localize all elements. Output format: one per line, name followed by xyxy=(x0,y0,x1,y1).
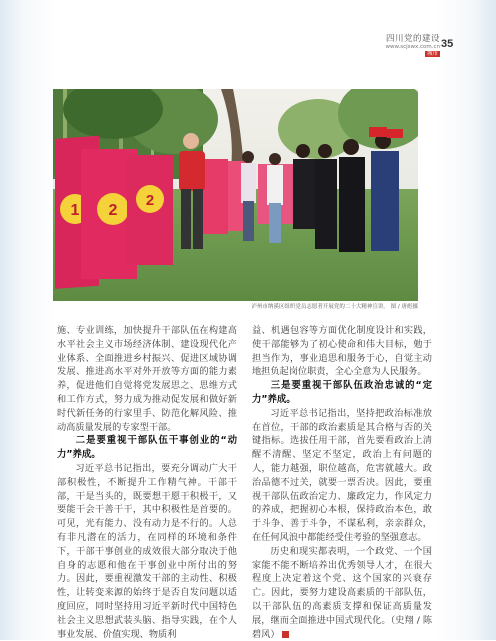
page-number: 35 xyxy=(441,38,454,50)
masthead xyxy=(380,34,440,58)
section-heading-3: 三是要重视干部队伍政治忠诚的“定力”养成。 xyxy=(252,380,432,405)
right-paragraph-3-text: 历史和现实都表明，一个政党、一个国家能不能不断培养出优秀领导人才，在很大程度上决定着这个党、这个国家的兴衰存亡。因此，要努力建设高素质的干部队伍，以干部队伍的高素质支撑和保证高质量发展，继而全面推进中国式现代化。 xyxy=(252,545,432,626)
banner-number-3: 2 xyxy=(145,192,155,209)
right-column xyxy=(252,324,432,641)
url-text: www.scjswx.com.cn xyxy=(385,44,440,50)
news-photo xyxy=(53,89,418,301)
url-tag: 城市 xyxy=(426,51,438,57)
right-paragraph-3 xyxy=(252,545,432,641)
magazine-title: 四川党的建设 xyxy=(385,34,440,44)
left-paragraph-1: 施、专业训练，加快提升干部队伍在构建高水平社会主义市场经济体制、建设现代化产业体系、全面推进乡村振兴、促进区域协调发展、推进高水平对外开放等方面的能力素养，促进他们自觉将党发展思之、思维方式和工作方式，努力成为推动促发展和做好新时代新任务的行家里手、防范化解风险、推动高质量发展的专家型干部。 xyxy=(57,325,237,433)
right-paragraph-1: 益、机遇包容等方面优化制度设计和实践，使干部能够为了初心使命和伟大目标，勉于担当作为，事业追思和服务于心，自觉主动地担负起岗位职责，全心全意为人民服务。 xyxy=(252,325,432,378)
left-column xyxy=(57,324,237,641)
right-paragraph-2: 习近平总书记指出，坚持把政治标准放在首位，干部的政治素质是其合格与否的关键指标。选拔任用干部，首先要看政治上清醒不清醒、坚定不坚定，政治上有问题的人，能力越强，职位越高，危害就越大。政治品德不过关，就要一票否决。因此，要重视干部队伍政治定力、廉政定力，作风定力的养成，把握初心本根，保持政治本色，敢于斗争、善于斗争，不谋私利，亲亲群众，在任何风浪中都能经受住考验的坚强意志。 xyxy=(252,407,432,543)
banner-number-2: 2 xyxy=(108,202,118,219)
photo-caption: 泸州市纳溪区组织党员志愿者开展党的二十大精神宣讲。 图 / 唐彪摄 xyxy=(251,304,418,310)
banner-number-1: 1 xyxy=(70,202,80,219)
photo-illustration xyxy=(53,89,418,301)
byline: （史翔 / 陈碧风） xyxy=(252,614,433,640)
section-heading-2: 二是要重视干部队伍干事创业的“动力”养成。 xyxy=(57,435,237,461)
left-paragraph-2: 习近平总书记指出，要充分调动广大干部积极性，不断提升工作精气神。干部干部，干是当头的，既要想干愿干积极干，又要能干会干善干干，其中积极性是首要的。可见，光有能力、没有动力是不行的。人总有非凡潜在的活力，在同样的环境和条件下，干部干事创业的成效很大部分取决于他自身的志愿和他在干事创业中所付出的努力。因此，要重视激发干部的主动性、积极性，让转变来源的始终于是否自发问题以适度回应，同时坚持用习近平新时代中国特色社会主义思想武装头脑、指导实践，在个人事业发展、价值实现、物质利 xyxy=(57,462,237,640)
magazine-url xyxy=(380,44,440,58)
end-mark-icon xyxy=(282,631,289,638)
